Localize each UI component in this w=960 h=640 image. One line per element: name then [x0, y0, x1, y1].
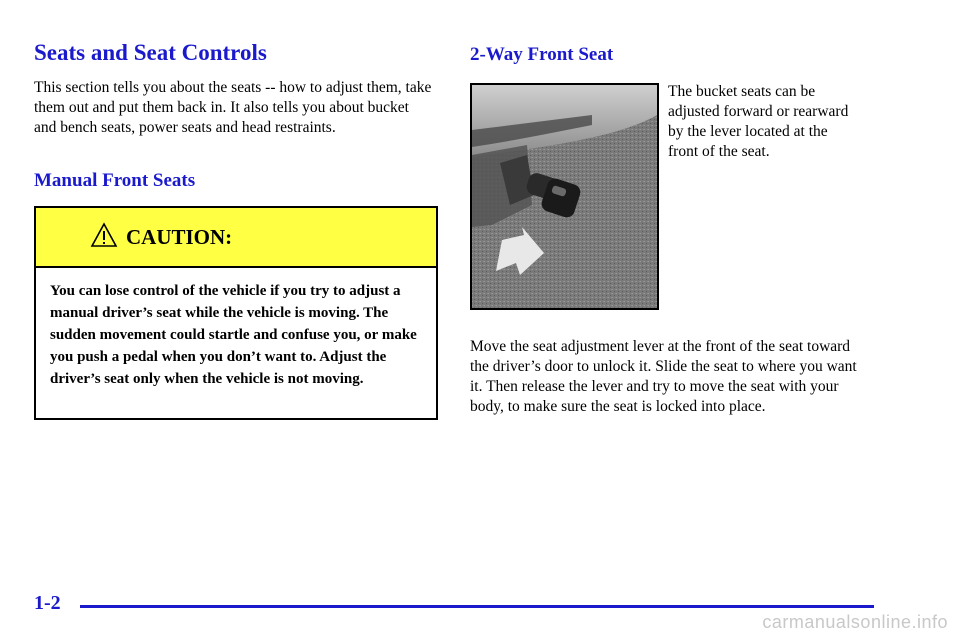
section-intro: This section tells you about the seats -- how to adjust them, take them out and put them back in. It also tells you about bucket and bench seats, power seats and head restraints. [34, 79, 432, 136]
seat-lever-illustration [472, 85, 657, 308]
manual-seats-heading: Manual Front Seats [34, 170, 196, 191]
two-way-seat-heading: 2-Way Front Seat [470, 44, 614, 65]
caution-header [36, 208, 436, 268]
caution-label: CAUTION: [126, 225, 233, 249]
seat-lever-photo [470, 83, 659, 310]
page-number: 1-2 [34, 592, 61, 614]
warning-triangle-icon [90, 222, 118, 248]
section-title: Seats and Seat Controls [34, 40, 267, 65]
footer-rule [80, 605, 874, 608]
seat-adjust-instructions: Move the seat adjustment lever at the front of the seat toward the driver’s door to unlock it. Slide the seat to where you want it. Then release the lever and try to move the seat with your body, to make sure the seat is locked into place. [470, 338, 857, 415]
caution-box [34, 206, 438, 420]
seat-lever-caption: The bucket seats can be adjusted forward or rearward by the lever located at the front of the seat. [668, 83, 849, 160]
caution-text: You can lose control of the vehicle if you try to adjust a manual driver’s seat while the vehicle is moving. The sudden movement could startle and confuse you, or make you push a pedal when you don’t want to. Adjust the driver’s seat only when the vehicle is not moving. [50, 283, 417, 387]
watermark: carmanualsonline.info [762, 612, 948, 632]
